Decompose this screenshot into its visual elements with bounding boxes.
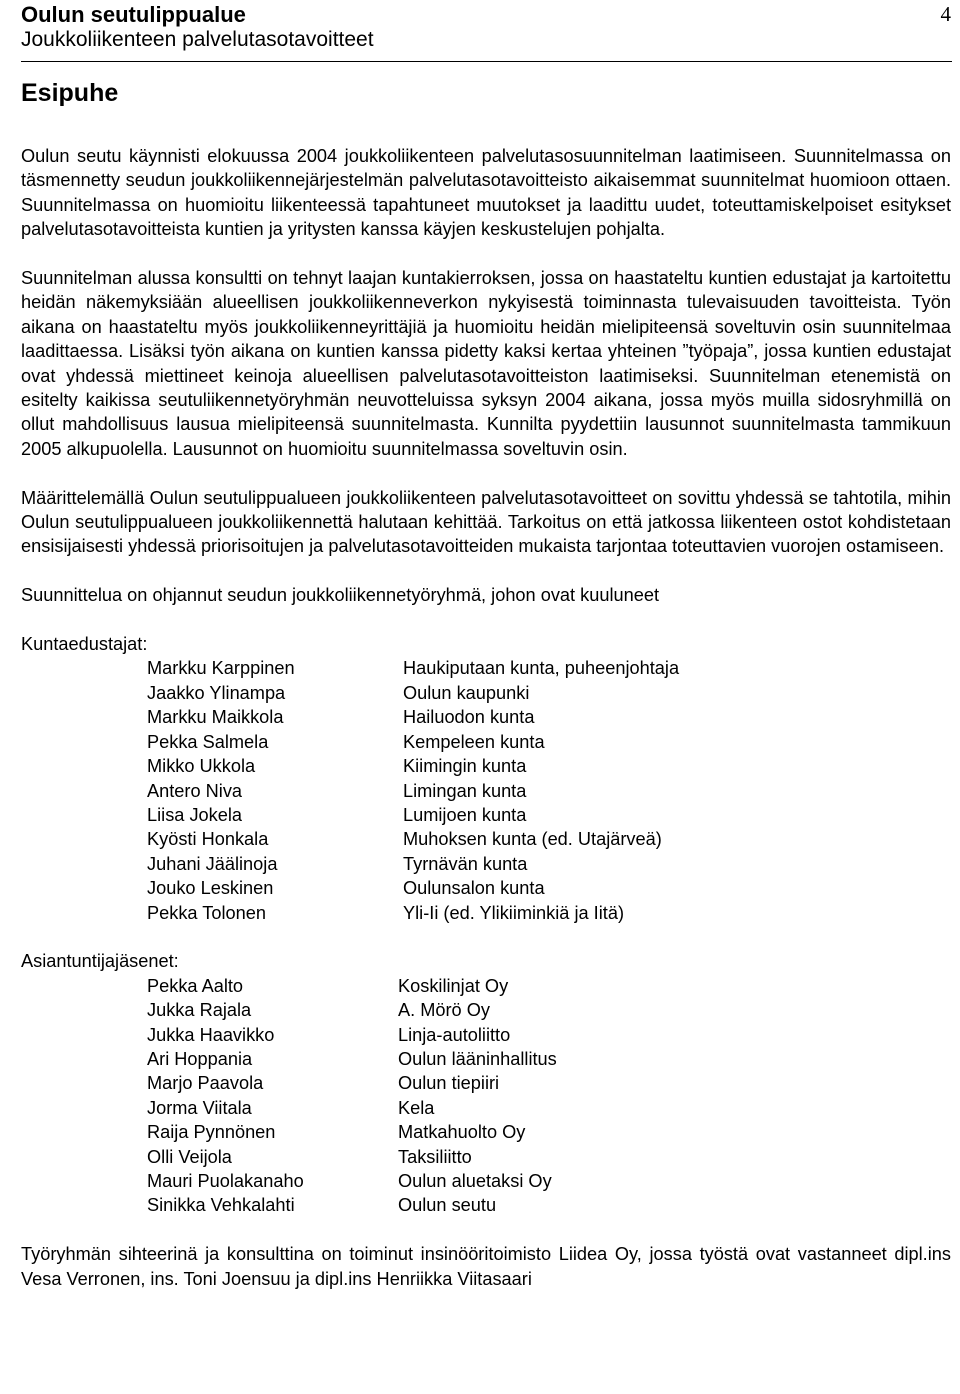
member-org: Kiimingin kunta <box>403 756 527 777</box>
member-name: Mikko Ukkola <box>147 756 256 777</box>
member-name: Jouko Leskinen <box>147 878 274 899</box>
member-org: Limingan kunta <box>403 780 527 801</box>
member-name: Sinikka Vehkalahti <box>147 1195 295 1216</box>
member-org: Lumijoen kunta <box>403 804 527 825</box>
paragraph-intro: Oulun seutu käynnisti elokuussa 2004 joukkoliikenteen palvelutasosuunnitelman laatimiseen. Suunnitelmassa on täsmennetty seudun joukkoliikennejärjestelmän palvelutasotavoitteisto aikaisemmat suunnitelmat huomioon ottaen. Suunnitelmassa on huomioitu liikenteessä tapahtuneet muutokset ja laadittu uudet, toteuttamiskelpoiset esitykset palvelutasotavoitteista kuntien ja yritysten kanssa käyjen keskustelujen pohjalta. <box>21 146 951 240</box>
paragraph-process: Suunnitelman alussa konsultti on tehnyt laajan kuntakierroksen, jossa on haastateltu kuntien edustajat ja kartoitettu heidän näkemyksiään alueellisen joukkoliikenneverkon nykyisestä toiminnasta tulevaisuuden tavoitteista. Työn aikana on haastateltu myös joukkoliikenneyrittäjiä ja huomioitu heidän mielipiteensä soveltuvin osin suunnitelmaa laadittaessa. Lisäksi työn aikana on kuntien kanssa pidetty kaksi kertaa yhteinen ”työpaja”, jossa kuntien edustajat ovat yhdessä miettineet keinoja alueellisen palvelutasotavoitteiston laatimiseksi. Suunnitelman etenemistä on esitelty kaikissa seutuliikennetyöryhmän neuvotteluissa syksyn 2004 aikana, jossa myös muilla sidosryhmillä on ollut mahdollisuus lausua mielipiteensä suunnitelmasta. Kunnilta pyydettiin lausunnot suunnitelmasta tammikuun 2005 alkupuolella. Lausunnot on huomioitu suunnitelmassa soveltuvin osin. <box>21 268 951 459</box>
member-org: Oulunsalon kunta <box>403 878 545 899</box>
member-name: Raija Pynnönen <box>147 1122 276 1143</box>
member-name: Marjo Paavola <box>147 1073 264 1094</box>
member-name: Jukka Rajala <box>147 1000 252 1021</box>
member-org: Yli-Ii (ed. Ylikiiminkiä ja Iitä) <box>403 902 625 923</box>
member-name: Pekka Salmela <box>147 731 269 752</box>
section-title: Esipuhe <box>21 79 119 107</box>
member-name: Markku Maikkola <box>147 707 284 728</box>
member-org: Muhoksen kunta (ed. Utajärveä) <box>403 829 662 850</box>
member-org: Oulun seutu <box>398 1195 497 1216</box>
member-org: Linja-autoliitto <box>398 1024 511 1045</box>
member-name: Olli Veijola <box>147 1146 232 1167</box>
page-number: 4 <box>940 2 951 26</box>
document-body <box>21 144 951 1315</box>
member-name: Jaakko Ylinampa <box>147 682 286 703</box>
member-org: Kela <box>398 1097 435 1118</box>
list-spacer <box>21 1218 951 1242</box>
municipal-reps-heading: Kuntaedustajat: <box>21 634 148 655</box>
paragraph-goals: Määrittelemällä Oulun seutulippualueen joukkoliikenteen palvelutasotavoitteet on sovittu yhdessä se tahtotila, mihin Oulun seutulippualueen joukkoliikennettä halutaan kehittää. Tarkoitus on että jatkossa liikenteen ostot kohdistetaan ensisijaisesti yhdessä priorisoitujen ja palvelutasotavoitteiden mukaista tarjontaa toteuttavien vuorojen ostamiseen. <box>21 487 951 557</box>
member-org: Oulun aluetaksi Oy <box>398 1170 552 1191</box>
paragraph-steering-group: Suunnittelua on ohjannut seudun joukkoliikennetyöryhmä, johon ovat kuuluneet <box>21 585 660 606</box>
member-name: Ari Hoppania <box>147 1048 253 1069</box>
list-spacer <box>21 925 951 949</box>
member-org: Oulun kaupunki <box>403 682 530 703</box>
header-divider <box>21 61 952 62</box>
member-org: A. Mörö Oy <box>398 1000 490 1021</box>
member-org: Oulun lääninhallitus <box>398 1048 557 1069</box>
member-name: Mauri Puolakanaho <box>147 1170 304 1191</box>
member-org: Oulun tiepiiri <box>398 1073 500 1094</box>
member-name: Pekka Tolonen <box>147 902 266 923</box>
member-org: Haukiputaan kunta, puheenjohtaja <box>403 658 680 679</box>
member-org: Taksiliitto <box>398 1146 472 1167</box>
member-name: Juhani Jäälinoja <box>147 853 278 874</box>
member-name: Kyösti Honkala <box>147 829 269 850</box>
member-name: Liisa Jokela <box>147 804 243 825</box>
member-name: Pekka Aalto <box>147 975 244 996</box>
member-name: Antero Niva <box>147 780 243 801</box>
member-org: Hailuodon kunta <box>403 707 535 728</box>
member-name: Markku Karppinen <box>147 658 295 679</box>
member-name: Jorma Viitala <box>147 1097 252 1118</box>
member-org: Koskilinjat Oy <box>398 975 509 996</box>
municipal-reps-list <box>147 656 951 924</box>
expert-members-heading: Asiantuntijajäsenet: <box>21 951 179 972</box>
document-title: Oulun seutulippualue <box>21 2 246 27</box>
expert-members-list <box>147 974 951 1218</box>
paragraph-closing: Työryhmän sihteerinä ja konsulttina on toiminut insinööritoimisto Liidea Oy, jossa työstä ovat vastanneet dipl.ins Vesa Verronen, ins. Toni Joensuu ja dipl.ins Henriikka Viitasaari <box>21 1244 951 1289</box>
document-subtitle: Joukkoliikenteen palvelutasotavoitteet <box>21 28 374 51</box>
member-name: Jukka Haavikko <box>147 1024 275 1045</box>
member-org: Kempeleen kunta <box>403 731 545 752</box>
member-org: Matkahuolto Oy <box>398 1122 526 1143</box>
member-org: Tyrnävän kunta <box>403 853 528 874</box>
